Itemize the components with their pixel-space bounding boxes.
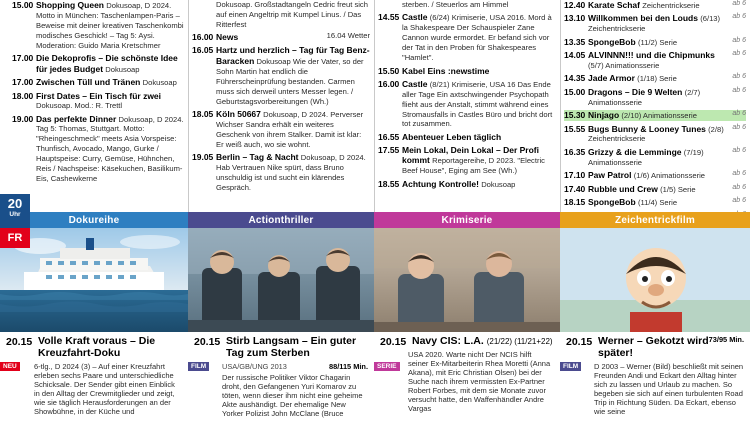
list-item[interactable]	[564, 197, 746, 208]
list-item[interactable]	[378, 0, 556, 10]
primetime-column-3	[374, 212, 560, 421]
listing-title: SpongeBob	[588, 36, 636, 47]
program-title-text: Werner – Gekotzt wird später!	[598, 335, 709, 359]
listing-text: (2/10) Animationsserie	[621, 111, 697, 121]
listing-text: (5/7) Animationsserie	[588, 60, 660, 70]
genre-label: Dokureihe	[0, 212, 188, 228]
listing-title: News	[216, 32, 239, 43]
listing-text: (2/8) Zeichentrickserie	[588, 124, 724, 144]
list-item[interactable]	[564, 184, 746, 195]
listing-title: Rubble und Crew	[588, 183, 658, 194]
program-title-text: Navy CIS: L.A.	[412, 335, 484, 347]
listing-text: sterben. / Steuerlos am Himmel	[402, 0, 509, 9]
program-image-action-scene	[188, 228, 374, 332]
list-item[interactable]	[12, 114, 184, 185]
listing-time: 15.00	[564, 86, 586, 97]
listing-text: (6/13) Zeichentrickserie	[588, 14, 721, 34]
new-badge: NEU	[0, 362, 20, 371]
primetime-area	[0, 212, 750, 421]
program-rating: 88/115 Min.	[328, 361, 368, 371]
listing-time: 17.55	[378, 144, 400, 155]
time-badge-hour: 20	[7, 196, 23, 211]
listing-time: 16.35	[564, 146, 586, 157]
genre-label: Krimiserie	[374, 212, 560, 228]
listing-title: Die Dekoprofis – Die schönste Idee für jedes Budget	[36, 53, 178, 74]
list-item[interactable]	[192, 45, 370, 106]
list-item[interactable]	[564, 73, 746, 84]
listing-time: 18.00	[12, 90, 34, 101]
age-rating: ab 6	[732, 146, 746, 154]
listing-title: Willkommen bei den Louds	[588, 13, 698, 24]
listing-time: 17.40	[564, 183, 586, 194]
program-description: USA 2020. Warte nicht Der NCIS hilft seiner Ex-Mitarbeiterin Rhea Moretti (Anna Akana), mit Eric Christian Olsen) bei der Suche nach ihrem vermissten Ex-Partner Robert Forbes, mit dem sie Monate zuvor versucht hatte, den Waffenhändler Andre Vargas	[408, 350, 551, 413]
list-item[interactable]	[564, 50, 746, 70]
listing-title: Das perfekte Dinner	[36, 113, 117, 124]
listing-time: 16.55	[378, 131, 400, 142]
listing-text: Zeichentrickserie	[642, 1, 700, 10]
listing-text: (2/7) Animationsserie	[588, 87, 701, 107]
listing-text: Dokusoap	[105, 64, 140, 74]
list-item[interactable]	[378, 179, 556, 190]
listing-title: SpongeBob	[588, 197, 636, 208]
listing-title: Dragons – Die 9 Welten	[588, 86, 683, 97]
age-rating: ab 6	[732, 73, 746, 81]
time-badge-unit: Uhr	[9, 211, 21, 218]
age-rating: ab 6	[732, 0, 746, 7]
film-badge: FILM	[188, 362, 209, 371]
listing-time: 13.35	[564, 36, 586, 47]
listing-title: Berlin – Tag & Nacht	[216, 152, 299, 163]
listing-title: Bugs Bunny & Looney Tunes	[588, 123, 706, 134]
program-info[interactable]	[188, 332, 374, 418]
genre-label: Actionthriller	[188, 212, 374, 228]
list-item[interactable]	[378, 12, 556, 63]
listing-time: 17.00	[12, 77, 34, 88]
listing-title: Jade Armor	[588, 73, 635, 84]
program-rating: 73/95 Min.	[708, 335, 744, 344]
listing-title: Hartz und herzlich – Tag für Tag Benz-Baracken	[216, 45, 370, 66]
listing-time: 16.05	[192, 45, 214, 56]
listing-title: Grizzy & die Lemminge	[588, 146, 682, 157]
program-title: Volle Kraft voraus – Die Kreuzfahrt-Doku	[38, 335, 156, 359]
listing-text: (7/19) Animationsserie	[588, 147, 704, 167]
listing-text: Dokusoap, D 2024. Tag 5: Thomas, Stuttgart. Motto: "Rheingeschmeck" meets Asia Vorspeise: Thunfisch, Avocado, Mango, Gurke / Hauptspeise: Curry, Gemüse, Hühnchen, Reis / Nachspeise: Käsekuchen, Basilikum-Eis, Cashewkerne	[36, 114, 184, 184]
listing-title: Achtung Kontrolle!	[402, 178, 479, 189]
listing-time: 15.30	[564, 110, 586, 121]
listing-title: Zwischen Tüll und Tränen	[36, 77, 141, 88]
program-time: 20.15	[566, 336, 593, 348]
listing-title: Köln 50667	[216, 109, 261, 119]
listing-time: 18.05	[192, 109, 214, 119]
listing-column-1	[0, 0, 188, 212]
list-item[interactable]	[12, 91, 184, 111]
listing-time: 15.00	[12, 0, 34, 10]
listing-title: Abenteuer Leben täglich	[402, 131, 502, 142]
listing-text: Dokusoap	[481, 179, 516, 189]
list-item[interactable]	[192, 109, 370, 150]
listing-time: 17.00	[12, 53, 34, 64]
listing-time: 19.05	[192, 152, 214, 163]
listing-title: Kabel Eins :newstime	[402, 65, 490, 76]
listing-text: (8/21) Krimiserie, USA 16 Das Ende aller Tage Ein axtschwingender Psychopath flieht aus der Anstalt, stimmt während eines Stromausfalls in Castles Büro und bricht dort tot zusammen.	[402, 79, 553, 129]
program-description: Der russische Politiker Viktor Chagarin droht, den Gefangenen Yuri Komarov zu töten, wenn dieser ihm nicht eine geheime Akte aushändigt. Der ehemalige New Yorker Polizist John McClane (Bruce	[222, 372, 363, 418]
program-origin: USA/GB/UNG 2013	[222, 361, 287, 371]
listing-text: (6/24) Krimiserie, USA 2016. Mord à la Shakespeare Der Schauspieler Zane Cannon wurde ermordet. Er befand sich vor der Tat in den Proben für Shakespeares "Hamlet".	[402, 13, 552, 63]
age-rating: ab 6	[732, 197, 746, 205]
list-item[interactable]	[378, 132, 556, 142]
listing-text: (1/18) Serie	[637, 74, 677, 84]
list-item[interactable]	[12, 0, 184, 51]
listing-time: 12.40	[564, 0, 586, 10]
listing-text: Dokusoap Wie der Vater, so der Sohn Martin hat endlich die Führerscheinprüfung bestanden. Carmen muss sich derweil unters Messer legen. / Geburtstagsvorbereitungen (Wh.)	[216, 56, 364, 106]
list-item[interactable]	[564, 13, 746, 34]
listing-time: 14.55	[378, 12, 400, 23]
program-image-crime-scene	[374, 228, 560, 332]
age-rating: ab 6	[732, 170, 746, 178]
listing-text: (1/5) Serie	[660, 184, 696, 194]
listing-time: 16.00	[378, 78, 400, 89]
listing-time: 18.55	[378, 178, 400, 189]
program-time: 20.15	[6, 336, 33, 348]
list-item[interactable]	[378, 145, 556, 176]
day-badge: FR	[0, 228, 30, 248]
listing-title: First Dates – Ein Tisch für zwei	[36, 90, 162, 101]
listing-title: ALVINNN!!! und die Chipmunks	[588, 50, 715, 61]
listing-text: (11/4) Serie	[637, 198, 678, 208]
listing-title: Ninjago	[588, 110, 620, 121]
listing-time: 15.50	[378, 65, 400, 76]
program-description: D 2003 – Werner (Bild) beschließt mit seinen Freunden Andi und Eckart den Alltag hinter sich zu lassen und Urlaub zu machen. So begeben sie sich auf einen turbulenten Road Trip in Richtung Süden. Da Eckart, ebenso wie seine	[594, 361, 744, 416]
program-title	[412, 336, 554, 348]
listing-time: 16.00	[192, 32, 214, 43]
list-item[interactable]	[564, 37, 746, 48]
listing-column-2	[188, 0, 374, 212]
listing-text: Dokusoap	[142, 78, 177, 88]
primetime-column-4	[560, 212, 750, 421]
listing-time: 14.05	[564, 50, 586, 61]
listing-title: Castle	[402, 78, 428, 89]
series-badge: SERIE	[374, 362, 400, 371]
program-info[interactable]	[560, 332, 750, 416]
list-item[interactable]	[378, 66, 556, 76]
list-item[interactable]	[378, 79, 556, 130]
program-image-cartoon-werner	[560, 228, 750, 332]
listing-text: Dokusoap, D 2024. Motto in München: Taschenlampen-Paris – Beweise mit deiner kreativen Taschenkombi modisches Geschick! – Tag 5: Aysi. Moderation: Guido Maria Kretschmer	[36, 1, 184, 50]
listing-title: Shopping Queen	[36, 0, 104, 10]
age-rating: ab 6	[732, 13, 746, 21]
listing-column-3	[374, 0, 560, 212]
listing-title: Mein Lokal, Dein Lokal – Der Profi kommt	[402, 144, 539, 166]
program-title: Stirb Langsam – Ein guter Tag zum Sterben	[226, 335, 357, 359]
program-info[interactable]	[0, 332, 188, 416]
list-item[interactable]	[564, 147, 746, 168]
listing-text: Dokusoap. Großstadtangeln Cedric freut sich auf einen Angeltrip mit Kumpel Linus. / Das Ritterfest	[216, 0, 368, 29]
age-rating: ab 6	[732, 86, 746, 94]
genre-label: Zeichentrickfilm	[560, 212, 750, 228]
listing-text: Dokusoap. Mod.: R. Trettl	[36, 101, 123, 111]
listing-title: Castle	[402, 12, 428, 23]
list-item[interactable]	[564, 124, 746, 145]
listing-title: Paw Patrol	[588, 170, 632, 181]
list-item[interactable]	[12, 53, 184, 74]
listing-extra: 16.04 Wetter	[326, 31, 370, 41]
listing-time: 13.10	[564, 13, 586, 24]
age-rating: ab 6	[732, 36, 746, 44]
program-time: 20.15	[194, 336, 221, 348]
age-rating: ab 6	[732, 183, 746, 191]
age-rating: ab 6	[732, 123, 746, 131]
primetime-column-2	[188, 212, 374, 421]
listing-text: Reportagereihe, D 2023. "Electric Beef House", Eging am See (Wh.)	[402, 156, 545, 176]
listing-time: 18.15	[564, 197, 586, 208]
list-item[interactable]	[564, 87, 746, 108]
list-item-highlighted[interactable]	[564, 110, 746, 121]
age-rating: ab 6	[732, 110, 746, 118]
listing-text: (1/6) Animationsserie	[633, 171, 706, 181]
program-title	[598, 336, 744, 360]
program-description: 6-tlg., D 2024 (3) – Auf einer Kreuzfahrt erleben sechs Paare und unterschiedliche Schicksale. Der Sender gibt einen Einblick in den Alltag der Crewmitglieder und zeigt, wie sie täglich Herausforderungen an der Showbühne, in der Küche und	[34, 361, 175, 416]
listing-text: Dokusoap, D 2024. Perverser Wichser Sandra erhält ein weiteres Geschenk von ihrem Stalker. Damit ist klar: Er weiß auch, wo sie wohnt.	[216, 110, 364, 149]
listing-time: 15.55	[564, 123, 586, 134]
list-item[interactable]	[192, 152, 370, 193]
listing-time: 14.35	[564, 73, 586, 84]
age-rating: ab 6	[732, 50, 746, 58]
program-info[interactable]	[374, 332, 560, 413]
listing-title: Karate Schaf	[588, 0, 640, 10]
list-item[interactable]	[564, 0, 746, 11]
listing-time: 17.10	[564, 170, 586, 181]
list-item[interactable]	[12, 77, 184, 88]
listing-column-4	[560, 0, 750, 212]
listing-text: (11/2) Serie	[637, 37, 678, 47]
listing-time: 19.00	[12, 113, 34, 124]
list-item[interactable]	[192, 32, 370, 42]
time-badge	[0, 194, 30, 228]
program-time: 20.15	[380, 336, 407, 348]
film-badge: FILM	[560, 362, 581, 371]
listing-time	[192, 0, 216, 30]
listing-text: Dokusoap, D 2024. Hab Vertrauen Nike spürt, dass Bruno unschuldig ist und sucht ein klärendes Gespräch.	[216, 153, 366, 193]
list-item[interactable]	[192, 0, 370, 30]
list-item[interactable]	[564, 170, 746, 181]
program-episode: (21/22) (11/21+22)	[486, 337, 553, 346]
